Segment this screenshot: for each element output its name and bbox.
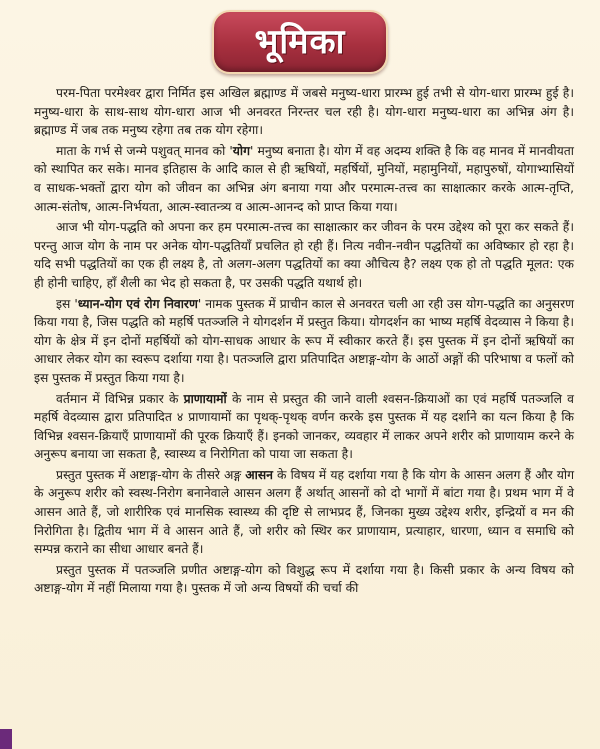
paragraph: [34, 142, 574, 216]
bold-term: आसन: [245, 467, 273, 482]
paragraph: [34, 84, 574, 140]
paragraph-text: आज भी योग-पद्धति को अपना कर हम परमात्म-तत्त्व का साक्षात्कार कर जीवन के परम उद्देश्य को पूरा कर सकते हैं। परन्तु आज योग के नाम पर अनेक योग-पद्धतियाँ प्रचलित हो रही हैं। नित्य नवीन-नवीन पद्धतियों का अविष्कार हो रहा है। यदि सभी पद्धतियों का एक ही लक्ष्य है, तो अलग-अलग पद्धतियों का क्या औचित्य है? लक्ष्य एक हो तो पद्धति मूलत: एक ही होनी चाहिए, हाँ शैली का भेद हो सकता है, पर उसकी पद्धति यथार्थ हो।: [34, 220, 574, 290]
paragraph: [34, 218, 574, 292]
corner-decoration: [0, 729, 12, 749]
paragraph-text: माता के गर्भ से जन्मे पशुवत् मानव को ': [56, 143, 233, 158]
paragraph-text: ' मनुष्य बनाता है। योग में वह अदम्य शक्ति है कि वह मानव में मानवीयता को स्थापित कर सके। मानव इतिहास के आदि काल से ही ऋषियों, महर्षियों, मुनियों, महामुनियों, महापुरुषों, योगाभ्यासियों व साधक-भक्तों द्वारा योग को जीवन का अभिन्न अंग बनाया गया और परमात्म-तत्त्व का साक्षात्कार करके आत्म-तृप्ति, आत्म-संतोष, आत्म-निर्भयता, आत्म-स्वातन्त्र्य व आत्म-आनन्द को प्राप्त किया गया।: [34, 143, 574, 214]
page-title: भूमिका: [254, 22, 346, 62]
paragraph: [34, 561, 574, 598]
paragraph-text: प्रस्तुत पुस्तक में पतञ्जलि प्रणीत अष्टाङ्ग-योग को विशुद्ध रूप में दर्शाया गया है। किसी प्रकार के अन्य विषय को अष्टाङ्ग-योग में नहीं मिलाया गया है। पुस्तक में जो अन्य विषयों की चर्चा की: [34, 562, 574, 596]
paragraph: [34, 295, 574, 388]
title-banner: [212, 10, 388, 74]
paragraph-text: के नाम से प्रस्तुत की जाने वाली श्वसन-क्रियाओं का एवं महर्षि पतञ्जलि व महर्षि वेदव्यास द्वारा प्रतिपादित ४ प्राणायामों का पृथक्-पृथक् वर्णन करके इस पुस्तक में यह दर्शाने का यत्न किया है कि विभिन्न श्वसन-क्रियाएँ प्राणायामों की पूरक क्रियाएँ हैं। इनको जानकर, व्यवहार में लाकर अपने शरीर को प्राणायाम करने के अनुरूप बनाया जा सकता है, स्वास्थ्य व निरोगिता को पाया जा सकता है।: [34, 391, 574, 462]
paragraph-text: के विषय में यह दर्शाया गया है कि योग के आसन अलग हैं और योग के अनुरूप शरीर को स्वस्थ-निरोग बनानेवाले आसन अलग हैं अर्थात् आसनों को दो भागों में बांटा गया है। प्रथम भाग में वे आसन आते हैं, जो शारीरिक एवं मानसिक स्वास्थ्य की दृष्टि से लाभप्रद हैं, जिनका मुख्य उद्देश्य शरीर, इन्द्रियों व मन की निरोगिता है। द्वितीय भाग में वे आसन आते हैं, जो शरीर को स्थिर कर प्राणायाम, प्रत्याहार, धारणा, ध्यान व समाधि को सम्पन्न कराने का सीधा आधार बनते हैं।: [34, 467, 574, 557]
bold-term: प्राणायामों: [183, 391, 227, 406]
paragraph-text: ' नामक पुस्तक में प्राचीन काल से अनवरत चली आ रही उस योग-पद्धति का अनुसरण किया गया है, जिस पद्धति को महर्षि पतञ्जलि ने योगदर्शन में प्रस्तुत किया। योगदर्शन का भाष्य महर्षि वेदव्यास ने किया है। योग के क्षेत्र में इन दोनों महर्षियों को योग-साधक आधार के रूप में स्वीकार करते हैं। इस पुस्तक में इन दोनों ऋषियों का आधार लेकर योग का स्वरूप दर्शाया गया है। पतञ्जलि द्वारा प्रतिपादित अष्टाङ्ग-योग के आठों अङ्गों की परिभाषा व फलों को इस पुस्तक में प्रस्तुत किया गया है।: [34, 296, 574, 385]
paragraph-text: इस ': [56, 296, 78, 311]
paragraph-text: प्रस्तुत पुस्तक में अष्टाङ्ग-योग के तीसरे अङ्ग: [56, 467, 246, 482]
bold-term: योग: [232, 143, 250, 158]
body-text: [34, 84, 574, 600]
paragraph: [34, 390, 574, 464]
paragraph-text: वर्तमान में विभिन्न प्रकार के: [56, 391, 184, 406]
paragraph: [34, 466, 574, 559]
bold-term: ध्यान-योग एवं रोग निवारण: [77, 296, 198, 311]
paragraph-text: परम-पिता परमेश्वर द्वारा निर्मित इस अखिल ब्रह्माण्ड में जबसे मनुष्य-धारा प्रारम्भ हुई तभी से योग-धारा प्रारम्भ हुई है। मनुष्य-धारा के साथ-साथ योग-धारा आज भी अनवरत निरन्तर चल रही है। योग-धारा मनुष्य-धारा का अभिन्न अंग है। ब्रह्माण्ड में जब तक मनुष्य रहेगा तब तक योग रहेगा।: [34, 86, 574, 138]
